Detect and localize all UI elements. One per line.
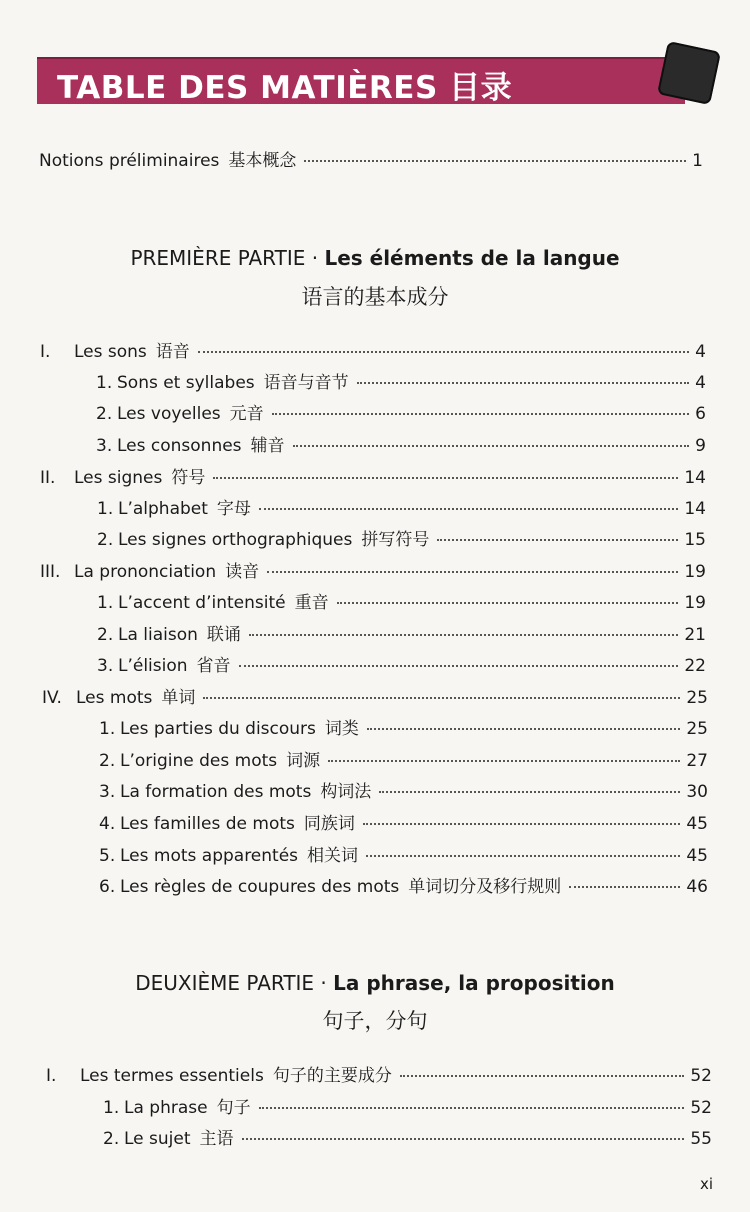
toc-entry-chinese: 相关词 [307,846,359,866]
dot-leader [272,413,690,415]
toc-entry-label: Les familles de mots [120,814,295,834]
toc-entry[interactable] [99,813,708,835]
toc-entry-chinese: 元音 [229,404,264,424]
dot-leader [249,634,678,636]
toc-entry-label: Les mots [76,688,153,708]
toc-entry-label: La formation des mots [120,782,312,802]
dot-leader [363,823,680,825]
toc-entry-page: 1 [692,151,703,171]
toc-entry-page: 52 [690,1098,712,1118]
toc-entry-number: 2. [97,530,114,550]
toc-entry[interactable] [97,529,706,551]
toc-entry-chinese: 句子的主要成分 [272,1066,392,1086]
toc-entry-label: Les termes essentiels [80,1066,264,1086]
part1-prefix: PREMIÈRE PARTIE · [130,246,325,270]
corner-tab-icon [657,41,721,105]
toc-entry[interactable] [103,1128,712,1150]
toc-entry-page: 21 [684,625,706,645]
toc-entry[interactable] [46,1065,712,1087]
toc-entry-number: 1. [97,593,114,613]
toc-entry-page: 55 [690,1129,712,1149]
toc-entry-label: L’alphabet [118,499,208,519]
dot-leader [293,445,690,447]
toc-entry[interactable] [97,498,706,520]
toc-entry[interactable] [99,750,708,772]
toc-entry-page: 6 [695,404,706,424]
toc-entry[interactable] [40,467,706,489]
toc-entry-number: 5. [99,846,116,866]
dot-leader [267,571,678,573]
dot-leader [337,602,679,604]
toc-entry-chinese: 读音 [225,562,260,582]
toc-entry-number: 2. [97,625,114,645]
toc-entry[interactable] [99,781,708,803]
toc-entry-page: 9 [695,436,706,456]
toc-entry-chinese: 联诵 [206,625,241,645]
toc-entry-label: Sons et syllabes [117,373,255,393]
part1-title: Les éléments de la langue [324,246,620,270]
toc-entry-label: La phrase [124,1098,208,1118]
toc-entry-label: Les voyelles [117,404,221,424]
part2-subtitle: 句子，分句 [322,1009,428,1033]
toc-entry-number: 2. [99,751,116,771]
toc-entry-number: 3. [97,656,114,676]
dot-leader [367,728,680,730]
toc-entry-page: 14 [684,468,706,488]
toc-entry-page: 45 [686,814,708,834]
toc-entry-page: 25 [686,688,708,708]
toc-entry-label: Le sujet [124,1129,191,1149]
toc-entry-number: 2. [96,404,113,424]
toc-entry[interactable] [40,341,706,363]
toc-entry-page: 30 [686,782,708,802]
toc-entry-page: 15 [684,530,706,550]
toc-entry-number: IV. [42,688,62,708]
toc-entry-chinese: 同族词 [303,814,355,834]
toc-entry-page: 46 [686,877,708,897]
toc-entry-chinese: 字母 [216,499,251,519]
toc-entry[interactable] [42,687,708,709]
toc-entry[interactable] [99,876,708,898]
part1-heading [0,246,750,270]
toc-entry-number: 4. [99,814,116,834]
toc-entry-chinese: 词源 [286,751,321,771]
toc-entry-number: 6. [99,877,116,897]
toc-entry-number: 3. [99,782,116,802]
dot-leader [203,697,680,699]
toc-entry-label: Les mots apparentés [120,846,299,866]
toc-entry-label: Les signes orthographiques [118,530,353,550]
toc-entry-chinese: 词类 [324,719,359,739]
toc-entry-label: Les sons [74,342,147,362]
toc-entry-label: Les parties du discours [120,719,316,739]
toc-entry-page: 4 [695,342,706,362]
toc-entry-chinese: 单词 [161,688,196,708]
part2-heading [0,971,750,995]
part2-title: La phrase, la proposition [333,971,615,995]
toc-entry-page: 45 [686,846,708,866]
toc-entry-number: III. [40,562,61,582]
toc-entry-page: 22 [684,656,706,676]
toc-entry-chinese: 单词切分及移行规则 [408,877,562,897]
dot-leader [259,508,678,510]
toc-entry-intro[interactable] [39,150,703,172]
dot-leader [379,791,680,793]
toc-entry-label: Les règles de coupures des mots [120,877,400,897]
toc-entry[interactable] [97,592,706,614]
toc-entry-number: 1. [97,499,114,519]
toc-entry-number: 2. [103,1129,120,1149]
dot-leader [366,855,680,857]
toc-entry-page: 25 [686,719,708,739]
toc-entry-number: 1. [103,1098,120,1118]
toc-entry-label: La prononciation [74,562,217,582]
toc-entry[interactable] [97,624,706,646]
toc-entry-chinese: 符号 [171,468,206,488]
dot-leader [259,1107,685,1109]
toc-entry-label: L’élision [118,656,188,676]
toc-entry-number: 1. [96,373,113,393]
toc-entry-label: Notions préliminaires [39,151,220,171]
part1-subtitle: 语言的基本成分 [301,285,449,309]
toc-entry-chinese: 语音 [155,342,190,362]
toc-entry[interactable] [99,845,708,867]
toc-entry-chinese: 构词法 [320,782,372,802]
toc-entry-page: 19 [684,593,706,613]
toc-entry-chinese: 辅音 [250,436,285,456]
dot-leader [357,382,690,384]
toc-entry-label: Les consonnes [117,436,242,456]
dot-leader [328,760,680,762]
toc-entry[interactable] [96,403,706,425]
toc-entry-label: La liaison [118,625,198,645]
toc-entry[interactable] [97,655,706,677]
page-title: TABLE DES MATIÈRES 目录 [57,70,513,106]
toc-entry[interactable] [96,435,706,457]
toc-entry-label: Les signes [74,468,163,488]
dot-leader [437,539,678,541]
part2-prefix: DEUXIÈME PARTIE · [135,971,334,995]
toc-entry-chinese: 主语 [199,1129,234,1149]
toc-entry[interactable] [40,561,706,583]
dot-leader [213,477,678,479]
toc-entry-label: L’accent d’intensité [118,593,286,613]
toc-entry-page: 27 [686,751,708,771]
dot-leader [239,665,679,667]
toc-entry-chinese: 基本概念 [228,151,297,171]
title-banner [37,57,685,104]
toc-entry-page: 14 [684,499,706,519]
toc-entry-chinese: 拼写符号 [361,530,430,550]
toc-entry-page: 4 [695,373,706,393]
toc-entry-page: 19 [684,562,706,582]
toc-entry-chinese: 省音 [196,656,231,676]
toc-entry-number: 3. [96,436,113,456]
dot-leader [400,1075,685,1077]
toc-entry-number: I. [46,1066,57,1086]
page-number: xi [700,1175,714,1193]
dot-leader [569,886,680,888]
toc-entry-chinese: 重音 [294,593,329,613]
toc-entry-chinese: 句子 [216,1098,251,1118]
toc-entry[interactable] [99,718,708,740]
toc-entry[interactable] [103,1097,712,1119]
dot-leader [304,160,686,162]
toc-entry-number: II. [40,468,56,488]
dot-leader [198,351,689,353]
toc-entry-chinese: 语音与音节 [263,373,349,393]
toc-entry-number: I. [40,342,51,362]
toc-entry-number: 1. [99,719,116,739]
toc-entry-label: L’origine des mots [120,751,278,771]
toc-entry[interactable] [96,372,706,394]
dot-leader [242,1138,685,1140]
toc-entry-page: 52 [690,1066,712,1086]
